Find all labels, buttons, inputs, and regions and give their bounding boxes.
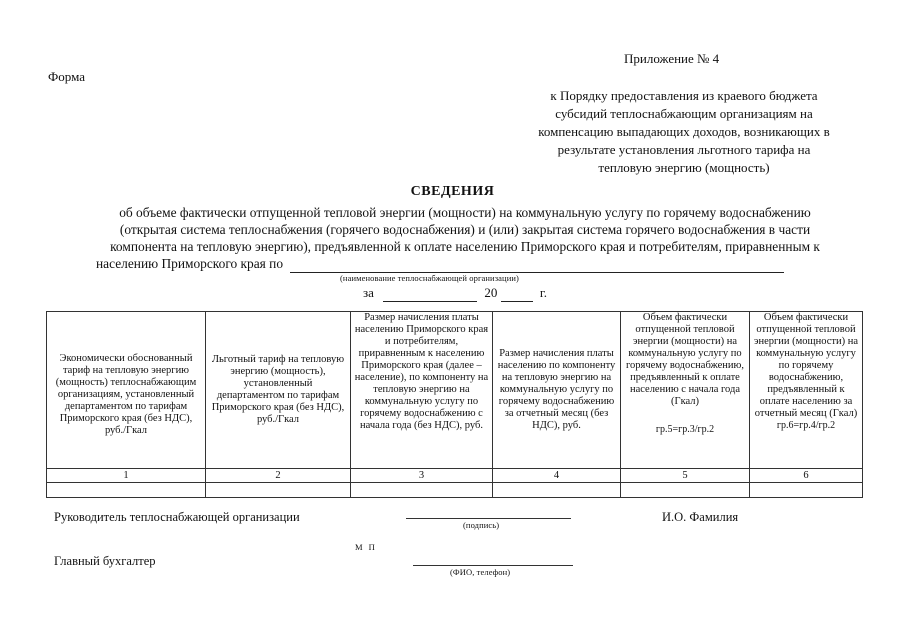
column-header: [493, 312, 621, 469]
organization-caption: (наименование теплоснабжающей организации): [340, 273, 519, 283]
table-cell[interactable]: [47, 483, 206, 498]
order-reference-line: субсидий теплоснабжающим организациям на: [555, 106, 813, 121]
column-header: [621, 312, 750, 469]
column-formula: гр.6=гр.4/гр.2: [776, 420, 836, 431]
table-cell[interactable]: [621, 483, 750, 498]
document-title: СВЕДЕНИЯ: [410, 184, 495, 199]
column-header: [750, 312, 863, 469]
column-header-text: Экономически обоснованный тариф на тепловую энергию (мощность) теплоснабжающим организациям, установленный департаментом по тарифам Приморского края (без НДС), руб./Гкал: [55, 353, 197, 436]
column-header-text: Льготный тариф на тепловую энергию (мощность), установленный департаментом по тарифам Приморского края (без НДС), руб./Гкал: [211, 354, 345, 425]
column-header: [206, 312, 351, 469]
column-number: 2: [206, 469, 351, 483]
table-cell[interactable]: [351, 483, 493, 498]
column-number: 5: [621, 469, 750, 483]
description-last-line: [70, 255, 860, 273]
description-line: об объеме фактически отпущенной тепловой энергии (мощности) на коммунальную услугу по горячему водоснабжению: [119, 205, 811, 220]
column-header: [47, 312, 206, 469]
table-cell[interactable]: [206, 483, 351, 498]
appendix-title: Приложение № 4: [624, 51, 720, 66]
table-row: [47, 483, 863, 498]
description-last-text: населению Приморского края по: [96, 256, 284, 271]
order-reference: [500, 87, 868, 177]
order-reference-line: компенсацию выпадающих доходов, возникающих в: [538, 124, 830, 139]
period-prefix: за: [363, 285, 374, 300]
column-number: 3: [351, 469, 493, 483]
stamp-label: М П: [355, 542, 377, 552]
chief-accountant-label: Главный бухгалтер: [54, 554, 156, 568]
order-reference-line: тепловую энергию (мощность): [598, 160, 770, 175]
organization-name-field[interactable]: [290, 255, 784, 273]
column-formula: гр.5=гр.3/гр.2: [655, 424, 715, 435]
head-signature-label: Руководитель теплоснабжающей организации: [54, 510, 300, 524]
period-month-field[interactable]: [383, 285, 477, 302]
period-year-field[interactable]: [501, 285, 533, 302]
contact-caption: (ФИО, телефон): [450, 567, 511, 577]
data-table: [46, 311, 863, 498]
column-header-text: Объем фактически отпущенной тепловой энергии (мощности) на коммунальную услугу по горячему водоснабжению, предъявленный к оплате населению за отчетный месяц (Гкал): [753, 312, 859, 419]
description-line: (открытая система теплоснабжения (горячего водоснабжения) и (или) закрытая система горячего водоснабжения в части: [119, 222, 811, 237]
reporting-period: [363, 285, 547, 302]
column-number-row: [47, 469, 863, 483]
column-number: 6: [750, 469, 863, 483]
column-header-text: Размер начисления платы населению по компоненту на тепловую энергию на коммунальную услугу по горячему водоснабжению за отчетный месяц (без НДС), руб.: [497, 348, 616, 431]
column-header-text: Объем фактически отпущенной тепловой энергии (мощности) на коммунальную услугу по горячему водоснабжению, предъявленный к оплате населению с начала года (Гкал): [625, 312, 745, 407]
table-cell[interactable]: [493, 483, 621, 498]
column-header: [351, 312, 493, 469]
period-suffix: г.: [539, 285, 548, 300]
description-line: компонента на тепловую энергию), предъявленной к оплате населению Приморского края и потребителям, приравненным к: [110, 239, 820, 254]
column-number: 4: [493, 469, 621, 483]
period-year-prefix: 20: [484, 285, 498, 300]
table-cell[interactable]: [750, 483, 863, 498]
signature-caption: (подпись): [463, 520, 500, 530]
form-label: Форма: [48, 69, 85, 84]
order-reference-line: результате установления льготного тарифа на: [557, 142, 811, 157]
head-signature-field[interactable]: [406, 518, 571, 519]
document-description: [70, 204, 860, 273]
accountant-contact-field[interactable]: [413, 565, 573, 566]
column-header-text: Размер начисления платы населению Приморского края и потребителям, приравненным к населению Приморского края (далее – население), по компоненту на тепловую энергию на коммунальную услугу по горячему водоснабжению с начала года (без НДС), руб.: [354, 312, 489, 431]
table-header-row: [47, 312, 863, 469]
column-number: 1: [47, 469, 206, 483]
head-name-label: И.О. Фамилия: [662, 510, 739, 524]
order-reference-line: к Порядку предоставления из краевого бюджета: [550, 88, 818, 103]
